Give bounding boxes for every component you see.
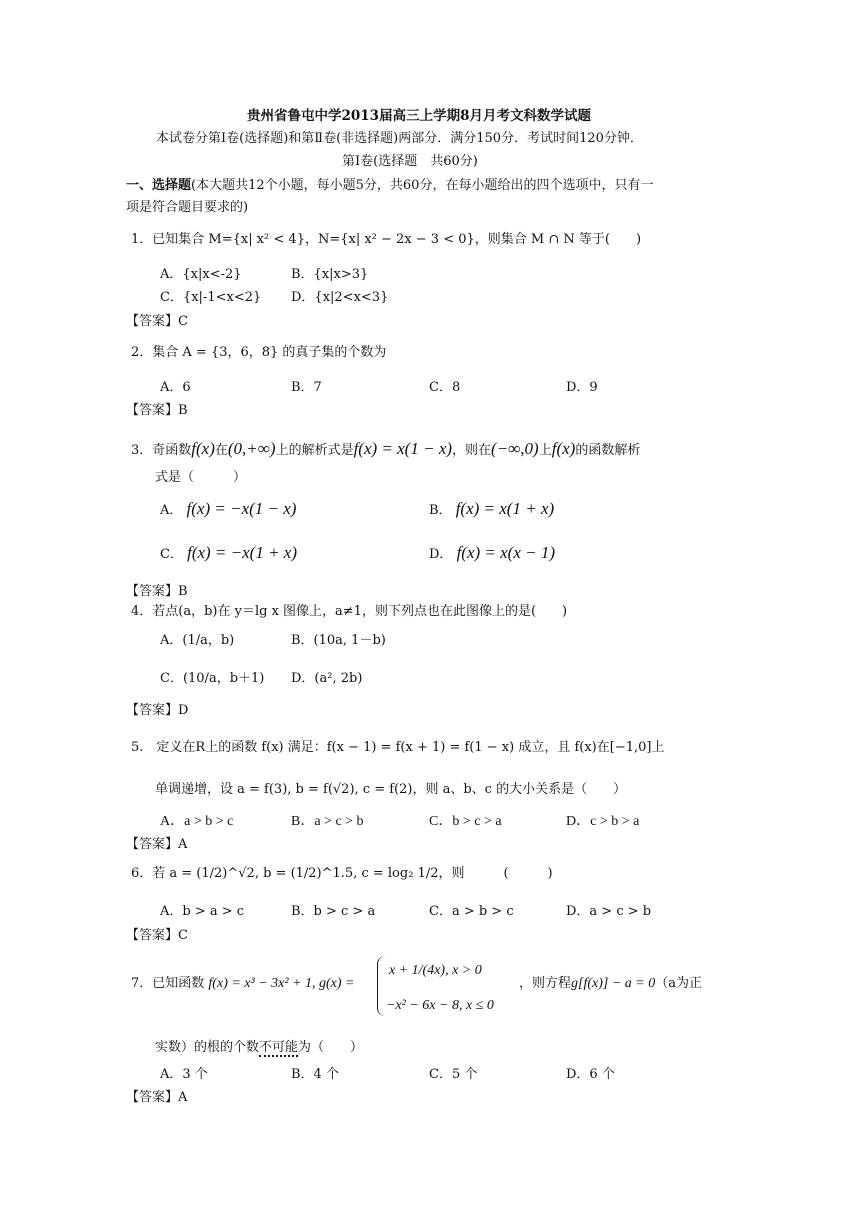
q3-option-c <box>160 541 297 567</box>
q4-option-a: A．(1/a，b) <box>160 633 235 648</box>
section-desc: (本大题共12个小题，每小题5分，共60分，在每小题给出的四个选项中，只有一 <box>191 178 654 193</box>
q3-interval: (−∞,0) <box>491 439 539 458</box>
q7-case-1: x + 1/(4x), x > 0 <box>389 963 482 978</box>
q1-answer: 【答案】C <box>126 314 188 329</box>
q7-stem-text: ，则方程 <box>519 976 572 991</box>
option-expression: f(x) = x(1 + x) <box>455 499 555 518</box>
q4-option-d: D．(a², 2b) <box>291 671 363 686</box>
q7-piecewise-brace <box>377 956 386 1016</box>
q3-stem-text: 上的解析式是 <box>275 443 354 458</box>
q4-option-c: C．(10/a，b＋1) <box>160 671 265 686</box>
q7-function-def: f(x) = x³ − 3x² + 1, g(x) = <box>208 976 355 991</box>
q7-stem-text: 7．已知函数 <box>131 976 205 991</box>
q7-stem-start <box>131 975 355 993</box>
section-heading <box>126 177 653 195</box>
part-one-heading: 第Ⅰ卷(选择题 共60分) <box>342 154 478 169</box>
q5-option-a: A．a > b > c <box>160 814 234 829</box>
option-expression: f(x) = x(x − 1) <box>456 543 556 562</box>
q4-option-b: B．(10a, 1－b) <box>291 633 386 648</box>
option-label: B． <box>429 503 452 518</box>
q3-option-b <box>429 497 554 523</box>
q2-stem: 2．集合 A = {3，6，8} 的真子集的个数为 <box>131 345 387 360</box>
q6-option-d: D．a > c > b <box>566 904 652 919</box>
q3-function: f(x) <box>191 439 215 458</box>
q5-option-d: D．c > b > a <box>566 814 640 829</box>
q7-option-c: C．5 个 <box>429 1067 478 1082</box>
q3-function: f(x) <box>551 439 576 458</box>
q7-stem-continued <box>155 1039 363 1057</box>
q7-equation: g[f(x)] − a = 0 <box>571 976 656 991</box>
q7-option-a: A．3 个 <box>160 1067 208 1082</box>
q4-answer: 【答案】D <box>126 703 189 718</box>
q3-stem-continued: 式是（ ） <box>155 470 247 485</box>
q3-stem <box>131 437 640 463</box>
q1-option-c: C．{x|-1<x<2} <box>160 290 262 305</box>
option-label: D． <box>429 547 453 562</box>
option-expression: f(x) = −x(1 + x) <box>187 543 298 562</box>
q1-option-b: B．{x|x>3} <box>291 267 369 282</box>
q3-answer: 【答案】B <box>126 584 188 599</box>
q2-option-b: B．7 <box>291 380 322 395</box>
q5-option-c: C．b > c > a <box>429 814 502 829</box>
q6-option-c: C．a > b > c <box>429 904 514 919</box>
option-label: C． <box>160 547 183 562</box>
option-expression: f(x) = −x(1 − x) <box>186 499 297 518</box>
section-label: 一、选择题 <box>126 178 192 193</box>
q3-stem-text: 在 <box>214 443 228 458</box>
q7-emphasis: 不可能 <box>259 1040 299 1055</box>
q2-option-a: A．6 <box>160 380 191 395</box>
q5-answer: 【答案】A <box>126 837 188 852</box>
q3-stem-text: 的函数解析 <box>575 443 641 458</box>
q6-option-b: B．b > c > a <box>291 904 376 919</box>
q7-stem-middle <box>519 975 702 993</box>
q6-stem: 6．若 a = (1/2)^√2, b = (1/2)^1.5, c = log₂ 1/2，则 ( ) <box>131 866 553 881</box>
q1-stem: 1．已知集合 M={x| x² < 4}，N={x| x² − 2x − 3 < 0}，则集合 M ∩ N 等于( ) <box>131 232 642 247</box>
q2-option-c: C．8 <box>429 380 461 395</box>
q7-stem-text: 为（ ） <box>298 1040 364 1055</box>
q7-stem-text: 实数）的根的个数 <box>155 1040 260 1055</box>
section-desc-continued: 项是符合题目要求的) <box>126 200 249 215</box>
q3-option-d <box>429 541 555 567</box>
q6-answer: 【答案】C <box>126 928 188 943</box>
q4-stem: 4．若点(a，b)在 y＝lg x 图像上，a≠1，则下列点也在此图像上的是( ) <box>131 604 568 619</box>
q6-option-a: A．b > a > c <box>160 904 245 919</box>
q3-stem-text: 上 <box>538 443 552 458</box>
q3-expression: f(x) = x(1 − x) <box>353 439 453 458</box>
q7-case-2: −x² − 6x − 8, x ≤ 0 <box>386 998 494 1013</box>
q3-stem-text: ，则在 <box>452 443 492 458</box>
q3-interval: (0,+∞) <box>227 439 276 458</box>
q7-option-d: D．6 个 <box>566 1067 615 1082</box>
q7-option-b: B．4 个 <box>291 1067 339 1082</box>
exam-title: 贵州省鲁屯中学2013届高三上学期8月月考文科数学试题 <box>247 108 591 124</box>
q2-option-d: D．9 <box>566 380 598 395</box>
q2-answer: 【答案】B <box>126 403 188 418</box>
option-label: A． <box>160 503 183 518</box>
q5-stem-continued: 单调递增，设 a = f(3), b = f(√2), c = f(2)，则 a、b、c 的大小关系是（ ） <box>155 782 627 797</box>
q5-option-b: B．a > c > b <box>291 814 364 829</box>
q7-answer: 【答案】A <box>126 1090 188 1105</box>
q3-option-a <box>160 497 296 523</box>
exam-intro: 本试卷分第Ⅰ卷(选择题)和第Ⅱ卷(非选择题)两部分．满分150分．考试时间120分钟． <box>156 131 643 146</box>
q7-stem-text: （a为正 <box>655 976 702 991</box>
q1-option-d: D．{x|2<x<3} <box>291 290 389 305</box>
q1-option-a: A．{x|x<-2} <box>160 267 242 282</box>
q3-stem-text: 3．奇函数 <box>131 443 192 458</box>
q5-stem: 5. 定义在R上的函数 f(x) 满足：f(x − 1) = f(x + 1) = f(1 − x) 成立，且 f(x)在[−1,0]上 <box>131 740 665 755</box>
